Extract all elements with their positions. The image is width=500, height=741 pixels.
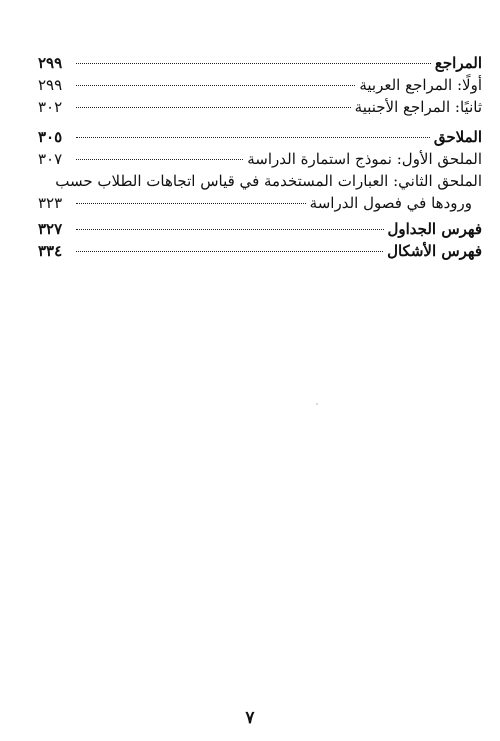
dot-leader: [76, 203, 306, 204]
toc-entry-label: فهرس الأشكال: [387, 242, 482, 260]
toc-entry-figures-index: [38, 240, 482, 262]
section-gap: [38, 118, 482, 126]
toc-entry-page: ٣٠٧: [38, 150, 63, 168]
toc-entry-appendices: [38, 126, 482, 148]
dot-leader: [76, 107, 351, 108]
toc-entry-references: [38, 52, 482, 74]
dot-leader: [76, 63, 431, 64]
toc-entry-label: فهرس الجداول: [387, 220, 482, 238]
dot-leader: [76, 229, 384, 230]
dot-leader: [76, 85, 355, 86]
toc-entry-foreign-references: [38, 96, 482, 118]
dot-leader: [76, 159, 243, 160]
toc-entry-appendix-2-line2: [38, 192, 482, 214]
table-of-contents: [38, 52, 482, 262]
toc-entry-label: المراجع: [434, 54, 482, 72]
toc-entry-arabic-references: [38, 74, 482, 96]
toc-entry-page: ٢٩٩: [38, 76, 63, 94]
toc-entry-page: ٢٩٩: [38, 54, 63, 72]
toc-entry-page: ٣٠٢: [38, 98, 63, 116]
toc-entry-page: ٣٠٥: [38, 128, 63, 146]
toc-entry-page: ٣٢٣: [38, 194, 63, 212]
toc-entry-label: الملحق الثاني: العبارات المستخدمة في قياس اتجاهات الطلاب حسب: [55, 172, 482, 190]
toc-entry-label: ثانيًا: المراجع الأجنبية: [354, 98, 482, 116]
toc-entry-appendix-1: [38, 148, 482, 170]
toc-entry-page: ٣٣٤: [38, 242, 63, 260]
toc-entry-appendix-2-line1: [38, 170, 482, 192]
scan-speck: [316, 403, 318, 405]
toc-entry-page: ٣٢٧: [38, 220, 63, 238]
toc-entry-label: الملحق الأول: نموذج استمارة الدراسة: [247, 150, 482, 168]
page-number: ٧: [245, 708, 255, 728]
toc-entry-label-continued: ورودها في فصول الدراسة: [309, 194, 472, 212]
toc-entry-label: أولًا: المراجع العربية: [359, 76, 482, 94]
toc-entry-label: الملاحق: [433, 128, 482, 146]
dot-leader: [76, 251, 383, 252]
toc-entry-tables-index: [38, 218, 482, 240]
dot-leader: [76, 137, 430, 138]
